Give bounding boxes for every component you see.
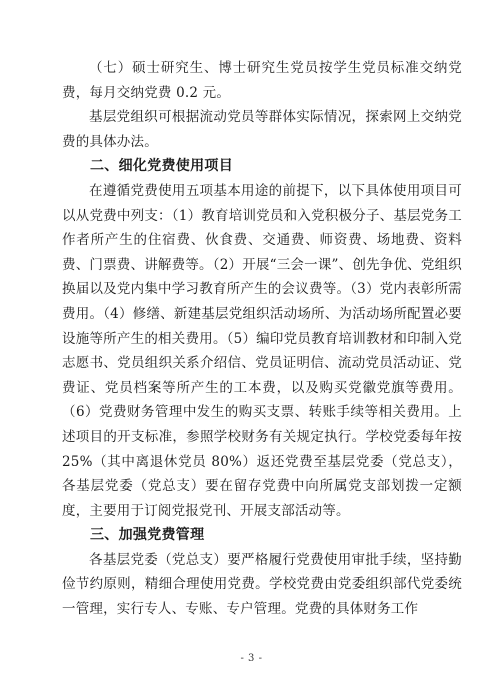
- section-heading-usage: 二、细化党费使用项目: [90, 158, 233, 175]
- paragraph-graduate-fee: （七）硕士研究生、博士研究生党员按学生党员标准交纳党费，每月交纳党费 0.2 元。: [62, 60, 462, 101]
- page-number: - 3 -: [240, 653, 263, 664]
- document-body: [62, 56, 462, 622]
- section-heading-management: 三、加强党费管理: [90, 527, 205, 544]
- paragraph-online-payment: 基层党组织可根据流动党员等群体实际情况，探索网上交纳党费的具体办法。: [62, 109, 462, 150]
- paragraph-management: 各基层党委（党总支）要严格履行党费使用审批手续，坚持勤俭节约原则，精细合理使用党费。学校党费由党委组织部代党委统一管理，实行专人、专账、专户管理。党费的具体财务工作: [62, 551, 462, 618]
- paragraph-usage-items: 在遵循党费使用五项基本用途的前提下，以下具体使用项目可以从党费中列支：（1）教育培训党员和入党积极分子、基层党务工作者所产生的住宿费、伙食费、交通费、师资费、场地费、资料费、门票费、讲解费等。（2）开展“三会一课”、创先争优、党组织换届以及党内集中学习教育所产生的会议费等。（3）党内表彰所需费用。（4）修缮、新建基层党组织活动场所、为活动场所配置必要设施等所产生的相关费用。（5）编印党员教育培训教材和印制入党志愿书、党员组织关系介绍信、党员证明信、流动党员活动证、党费证、党员档案等所产生的工本费，以及购买党徽党旗等费用。（6）党费财务管理中发生的购买支票、转账手续等相关费用。上述项目的开支标准，参照学校财务有关规定执行。学校党委每年按 25%（其中离退休党员 80%）返还党费至基层党委（党总支），各基层党委（党总支）要在留存党费中向所属党支部划拨一定额度，主要用于订阅党报党刊、开展支部活动等。: [62, 182, 462, 519]
